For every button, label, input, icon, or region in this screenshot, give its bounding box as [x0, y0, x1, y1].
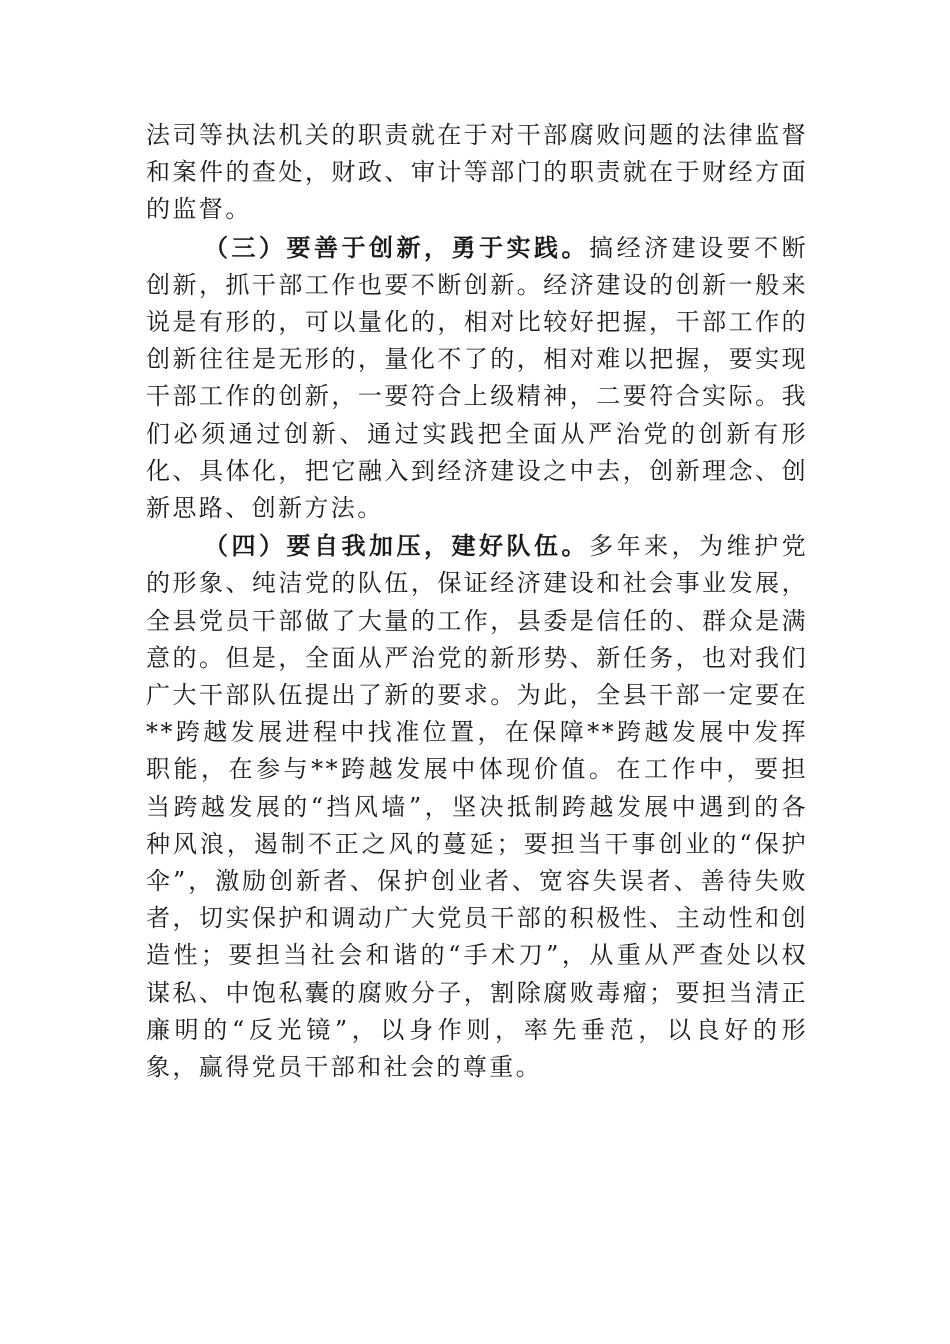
paragraph-body: 法司等执法机关的职责就在于对干部腐败问题的法律监督和案件的查处，财政、审计等部门的职责就在于财经方面的监督。	[146, 121, 808, 224]
paragraph-body: 搞经济建设要不断创新，抓干部工作也要不断创新。经济建设的创新一般来说是有形的，可以量化的，相对比较好把握，干部工作的创新往往是无形的，量化不了的，相对难以把握，要实现干部工作的创新，一要符合上级精神，二要符合实际。我们必须通过创新、通过实践把全面从严治党的创新有形化、具体化，把它融入到经济建设之中去，创新理念、创新思路、创新方法。	[146, 233, 808, 523]
paragraph-continuation	[146, 117, 808, 229]
section-heading-four: （四）要自我加压，建好队伍。	[204, 531, 590, 561]
paragraph-section-three	[146, 229, 808, 528]
paragraph-section-four	[146, 527, 808, 1086]
document-body	[146, 117, 808, 1086]
paragraph-body: 多年来，为维护党的形象、纯洁党的队伍，保证经济建设和社会事业发展，全县党员干部做了大量的工作，县委是信任的、群众是满意的。但是，全面从严治党的新形势、新任务，也对我们广大干部队伍提出了新的要求。为此，全县干部一定要在**跨越发展进程中找准位置，在保障**跨越发展中发挥职能，在参与**跨越发展中体现价值。在工作中，要担当跨越发展的“挡风墙”，坚决抵制跨越发展中遇到的各种风浪，遏制不正之风的蔓延；要担当干事创业的“保护伞”，激励创新者、保护创业者、宽容失误者、善待失败者，切实保护和调动广大党员干部的积极性、主动性和创造性；要担当社会和谐的“手术刀”，从重从严查处以权谋私、中饱私囊的腐败分子，割除腐败毒瘤；要担当清正廉明的“反光镜”，以身作则，率先垂范，以良好的形象，赢得党员干部和社会的尊重。	[146, 532, 808, 1082]
section-heading-three: （三）要善于创新，勇于实践。	[204, 232, 590, 262]
